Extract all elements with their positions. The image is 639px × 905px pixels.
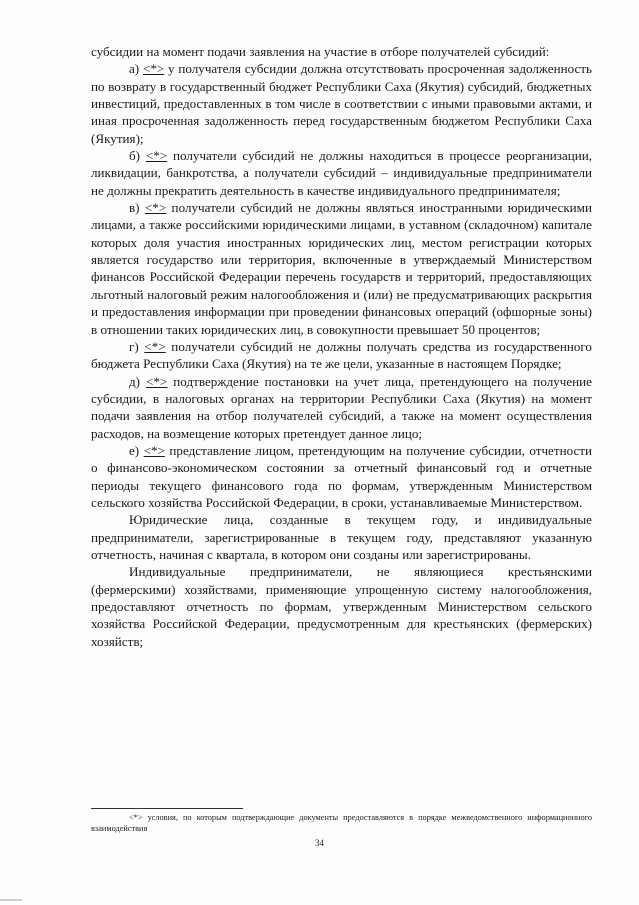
footnote-mark: <*> bbox=[129, 813, 143, 822]
footnote-separator bbox=[91, 808, 243, 809]
footnote-reference: <*> bbox=[146, 373, 168, 389]
paragraph-text: подтверждение постановки на учет лица, претендующего на получение субсидии, в налоговых органах на территории Республики Саха (Якутия) на момент подачи заявления на отбор получателей субсидий, а также на момент осуществления расходов, на возмещение которых претендует данное лицо; bbox=[91, 373, 592, 441]
item-letter: в) bbox=[129, 200, 145, 216]
paragraph-text: представление лицом, претендующим на получение субсидии, отчетности о финансово-экономическом состоянии за отчетный финансовый год и отчетные периоды текущего финансового года по формам, утвержденным Министерством сельского хозяйства Российской Федерации, в сроки, устанавливаемые Министерством. bbox=[91, 442, 592, 510]
item-letter: б) bbox=[129, 148, 146, 164]
item-letter: г) bbox=[129, 338, 145, 354]
footnote-reference: <*> bbox=[142, 61, 165, 77]
footnote-reference: <*> bbox=[144, 338, 166, 354]
item-letter: д) bbox=[129, 373, 146, 389]
paragraph-text: у получателя субсидии должна отсутствовать просроченная задолженность по возврату в государственный бюджет Республики Саха (Якутия) субсидий, бюджетных инвестиций, предоставленных в том числе в соответствии с иными правовыми актами, и иная просроченная задолженность перед государственным бюджетом Республики Саха (Якутия); bbox=[91, 61, 592, 146]
paragraph-condition-d bbox=[91, 373, 592, 442]
footnote-reference: <*> bbox=[144, 200, 167, 216]
item-letter: а) bbox=[129, 61, 143, 77]
paragraph-text: получатели субсидий не должны получать средства из государственного бюджета Республики Саха (Якутия) на те же цели, указанные в настоящем Порядке; bbox=[91, 338, 592, 372]
paragraph-individual-entrepreneurs bbox=[91, 563, 592, 650]
paragraph-intro bbox=[91, 43, 592, 60]
page-number: 34 bbox=[315, 838, 324, 848]
footnote-text: условия, по которым подтверждающие документы предоставляются в порядке межведомственного информационного взаимодействия bbox=[91, 813, 592, 833]
scan-edge-mark bbox=[0, 899, 22, 901]
footnote-reference: <*> bbox=[145, 148, 168, 164]
item-letter: е) bbox=[129, 442, 144, 458]
paragraph-condition-g bbox=[91, 338, 592, 373]
paragraph-condition-v bbox=[91, 199, 592, 338]
paragraph-text: получатели субсидий не должны находиться в процессе реорганизации, ликвидации, банкротства, а получатели субсидий – индивидуальные предприниматели не должны прекратить деятельность в качестве индивидуального предпринимателя; bbox=[91, 148, 592, 198]
paragraph-text: Индивидуальные предприниматели, не являющиеся крестьянскими (фермерскими) хозяйствами, применяющие упрощенную систему налогообложения, предоставляют отчетность по формам, утвержденным Министерством сельского хозяйства Российской Федерации, предусмотренным для крестьянских (фермерских) хозяйств; bbox=[91, 564, 592, 649]
footnote bbox=[91, 812, 592, 834]
paragraph-text: получатели субсидий не должны являться иностранными юридическими лицами, а также российскими юридическими лицами, в уставном (складочном) капитале которых доля участия иностранных юридических лиц, местом регистрации которых является государство или территория, включенные в утверждаемый Министерством финансов Российской Федерации перечень государств и территорий, предоставляющих льготный налоговый режим налогообложения и (или) не предусматривающих раскрытия и предоставления информации при проведении финансовых операций (офшорные зоны) в отношении таких юридических лиц, в совокупности превышает 50 процентов; bbox=[91, 200, 592, 337]
paragraph-condition-a bbox=[91, 60, 592, 147]
body-text bbox=[91, 43, 592, 650]
paragraph-text: субсидии на момент подачи заявления на участие в отборе получателей субсидий: bbox=[91, 44, 550, 59]
paragraph-new-entities bbox=[91, 511, 592, 563]
paragraph-text: Юридические лица, созданные в текущем году, и индивидуальные предприниматели, зарегистрированные в текущем году, представляют указанную отчетность, начиная с квартала, в котором они созданы или зарегистрированы. bbox=[91, 512, 592, 562]
paragraph-condition-e bbox=[91, 442, 592, 511]
paragraph-condition-b bbox=[91, 147, 592, 199]
footnote-reference: <*> bbox=[143, 442, 165, 458]
